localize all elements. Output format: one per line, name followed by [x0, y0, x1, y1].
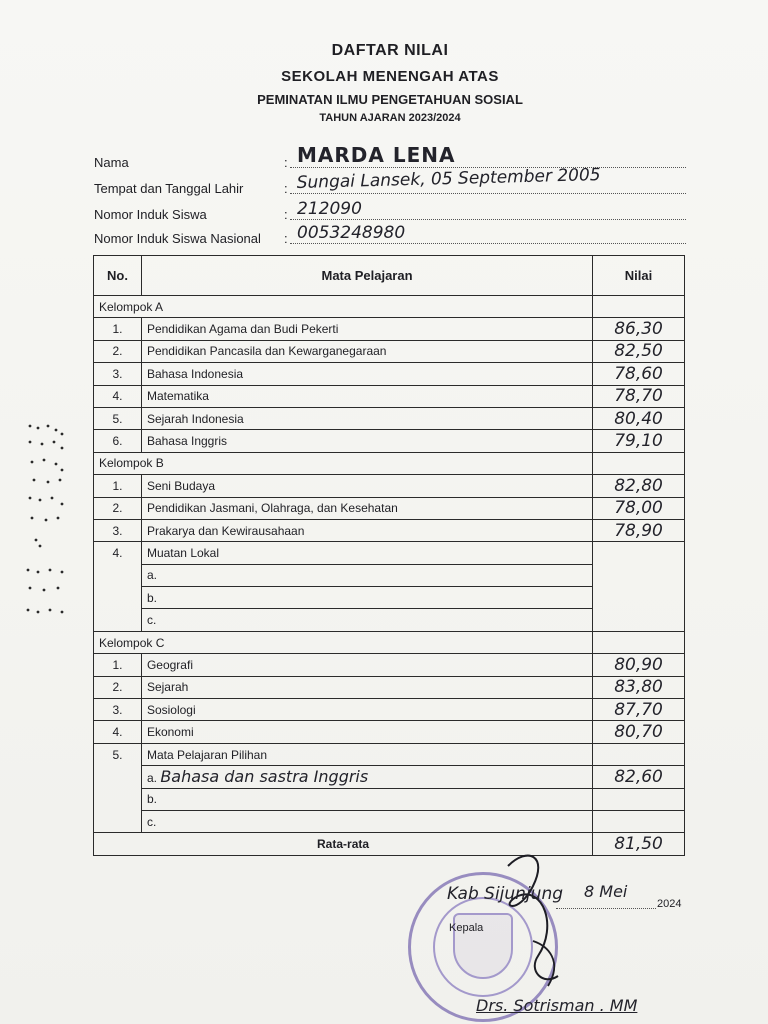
row-no: 2.	[94, 340, 142, 362]
row-grade: 80,70	[593, 721, 685, 743]
info-row-nisn	[94, 222, 686, 246]
nis-value: 212090	[297, 199, 362, 219]
elective-grade: 82,60	[593, 766, 685, 788]
row-grade: 78,70	[593, 385, 685, 407]
header-no: No.	[94, 256, 142, 296]
table-row	[94, 363, 685, 385]
row-subject: Pendidikan Jasmani, Olahraga, dan Kesehatan	[141, 497, 592, 519]
row-no: 1.	[94, 475, 142, 497]
table-row	[94, 519, 685, 541]
table-row	[94, 743, 685, 765]
birth-place-date: Sungai Lansek, 05 September 2005	[296, 165, 601, 193]
colon: :	[284, 231, 288, 246]
table-row	[94, 385, 685, 407]
signature-scribble-icon	[488, 846, 578, 996]
row-grade: 82,80	[593, 475, 685, 497]
average-label: Rata-rata	[94, 833, 593, 855]
row-subject: Bahasa Inggris	[141, 430, 592, 452]
perforation-marks	[22, 420, 72, 620]
row-no: 4.	[94, 542, 142, 632]
row-subject: Ekonomi	[141, 721, 592, 743]
row-subject: Sosiologi	[141, 699, 592, 721]
name-label: Nama	[94, 155, 129, 170]
empty-cell	[593, 810, 685, 832]
row-no: 1.	[94, 318, 142, 340]
row-subject: Bahasa Indonesia	[141, 363, 592, 385]
student-name: MARDA LENA	[297, 143, 456, 167]
table-row	[94, 788, 685, 810]
row-grade: 78,60	[593, 363, 685, 385]
group-label-b: Kelompok B	[94, 452, 593, 474]
table-row	[94, 721, 685, 743]
row-no: 3.	[94, 699, 142, 721]
row-subject: Sejarah	[141, 676, 592, 698]
sub-item-b: b.	[141, 587, 592, 609]
row-no: 5.	[94, 743, 142, 833]
academic-year: TAHUN AJARAN 2023/2024	[319, 112, 461, 124]
row-subject: Pendidikan Pancasila dan Kewarganegaraan	[141, 340, 592, 362]
row-grade: 83,80	[593, 676, 685, 698]
group-label-a: Kelompok A	[94, 296, 593, 318]
row-subject: Matematika	[141, 385, 592, 407]
row-subject: Sejarah Indonesia	[141, 407, 592, 429]
row-subject: Geografi	[141, 654, 592, 676]
group-label-c: Kelompok C	[94, 631, 593, 653]
row-subject: Pendidikan Agama dan Budi Pekerti	[141, 318, 592, 340]
empty-cell	[593, 542, 685, 632]
row-grade: 79,10	[593, 430, 685, 452]
dotted-line	[290, 193, 686, 194]
table-row	[94, 766, 685, 788]
row-grade: 86,30	[593, 318, 685, 340]
table-row	[94, 430, 685, 452]
dotted-line	[556, 908, 656, 909]
header-subject: Mata Pelajaran	[141, 256, 592, 296]
sub-item-c: c.	[141, 810, 592, 832]
nisn-value: 0053248980	[297, 223, 406, 243]
info-row-nis	[94, 198, 686, 222]
row-grade: 80,90	[593, 654, 685, 676]
sub-item-a-prefix: a.	[146, 771, 157, 786]
row-subject: Prakarya dan Kewirausahaan	[141, 519, 592, 541]
header-grade: Nilai	[593, 256, 685, 296]
row-subject: Mata Pelajaran Pilihan	[141, 743, 592, 765]
school-level: SEKOLAH MENENGAH ATAS	[281, 68, 499, 85]
row-grade: 78,00	[593, 497, 685, 519]
table-row	[94, 699, 685, 721]
grades-table	[93, 255, 685, 856]
row-no: 1.	[94, 654, 142, 676]
table-row	[94, 340, 685, 362]
empty-cell	[593, 296, 685, 318]
empty-cell	[593, 631, 685, 653]
empty-cell	[593, 452, 685, 474]
table-row	[94, 542, 685, 564]
average-row	[94, 833, 685, 855]
sub-item-b: b.	[141, 788, 592, 810]
table-row	[94, 497, 685, 519]
sub-item-a: a.	[141, 564, 592, 586]
nis-label: Nomor Induk Siswa	[94, 207, 207, 222]
signature-year: 2024	[657, 898, 682, 910]
nisn-label: Nomor Induk Siswa Nasional	[94, 231, 261, 246]
group-row-b	[94, 452, 685, 474]
document-title: DAFTAR NILAI	[331, 42, 449, 59]
row-no: 3.	[94, 363, 142, 385]
row-grade: 82,50	[593, 340, 685, 362]
row-subject: Seni Budaya	[141, 475, 592, 497]
group-row-a	[94, 296, 685, 318]
signature-date: 8 Mei	[584, 882, 628, 901]
dotted-line	[290, 219, 686, 220]
row-grade: 78,90	[593, 519, 685, 541]
average-value: 81,50	[593, 833, 685, 855]
info-row-birth	[94, 165, 686, 196]
row-no: 2.	[94, 497, 142, 519]
row-grade: 80,40	[593, 407, 685, 429]
table-row	[94, 676, 685, 698]
table-header-row	[94, 256, 685, 296]
row-no: 6.	[94, 430, 142, 452]
row-no: 4.	[94, 721, 142, 743]
table-row	[94, 810, 685, 832]
row-no: 2.	[94, 676, 142, 698]
row-no: 4.	[94, 385, 142, 407]
row-no: 5.	[94, 407, 142, 429]
dotted-line	[290, 243, 686, 244]
group-row-c	[94, 631, 685, 653]
colon: :	[284, 207, 288, 222]
row-no: 3.	[94, 519, 142, 541]
colon: :	[284, 181, 288, 196]
row-grade: 87,70	[593, 699, 685, 721]
signature-place: Kab Sijunjung	[447, 884, 564, 904]
colon: :	[284, 155, 288, 170]
row-subject: Muatan Lokal	[141, 542, 592, 564]
table-row	[94, 475, 685, 497]
empty-cell	[593, 788, 685, 810]
table-row	[94, 318, 685, 340]
sub-item-a	[141, 766, 592, 788]
signatory-name: Drs. Sotrisman . MM	[476, 996, 638, 1015]
table-row	[94, 407, 685, 429]
elective-subject: Bahasa dan sastra Inggris	[160, 767, 369, 787]
empty-cell	[593, 743, 685, 765]
table-row	[94, 654, 685, 676]
sub-item-c: c.	[141, 609, 592, 631]
birth-label: Tempat dan Tanggal Lahir	[94, 181, 244, 196]
program-name: PEMINATAN ILMU PENGETAHUAN SOSIAL	[257, 92, 523, 107]
signature-title: Kepala	[449, 922, 484, 934]
document-header	[200, 42, 580, 124]
